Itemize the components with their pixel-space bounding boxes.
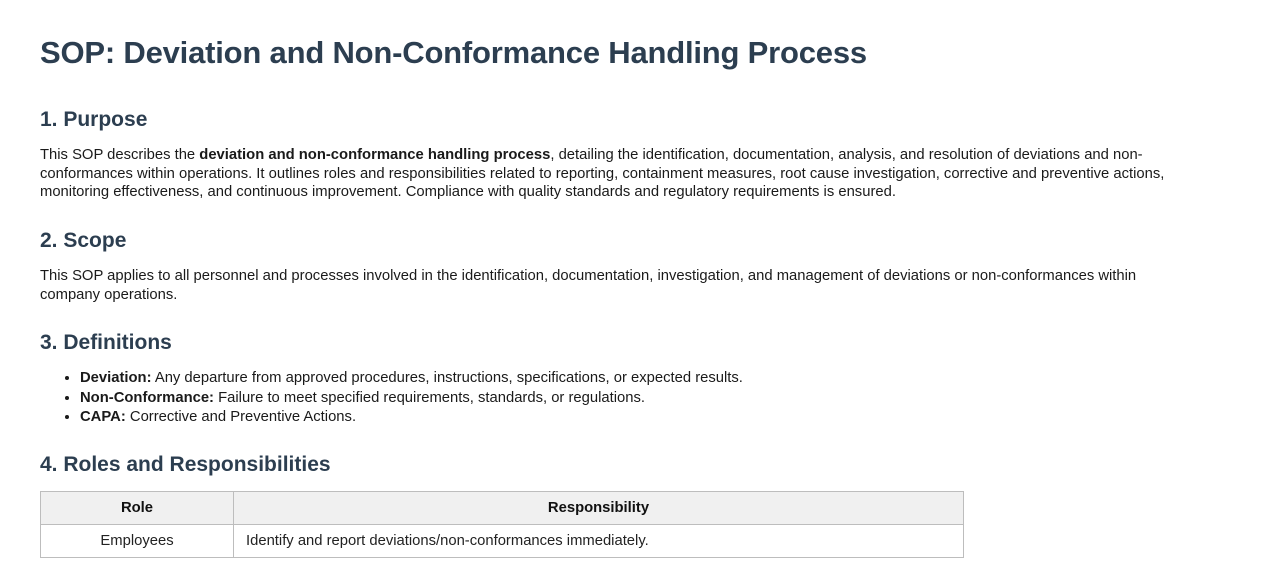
page-title: SOP: Deviation and Non-Conformance Handling Process [40, 35, 867, 70]
definition-text: Corrective and Preventive Actions. [125, 408, 357, 425]
section-heading-purpose: 1. Purpose [40, 108, 148, 132]
column-header-role: Role [41, 492, 234, 525]
definition-text: Any departure from approved procedures, instructions, specifications, or expected results. [151, 370, 743, 387]
cell-role: Employees [41, 525, 234, 558]
list-item [80, 389, 1223, 407]
table-row [41, 525, 964, 558]
purpose-text-pre: This SOP describes the [40, 147, 200, 164]
definitions-list [40, 369, 1223, 426]
purpose-paragraph [40, 146, 1200, 201]
purpose-text-bold: deviation and non-conformance handling process [199, 147, 551, 164]
scope-paragraph: This SOP applies to all personnel and processes involved in the identification, documentation, investigation, and management of deviations or non-conformances within company operations. [40, 268, 1137, 303]
table-header-row [41, 492, 964, 525]
cell-responsibility: Identify and report deviations/non-conformances immediately. [234, 525, 964, 558]
list-item [80, 408, 1223, 426]
section-heading-scope: 2. Scope [40, 228, 127, 252]
definition-term: Deviation: [80, 370, 152, 387]
roles-table [40, 491, 964, 558]
section-heading-definitions: 3. Definitions [40, 330, 172, 354]
definition-text: Failure to meet specified requirements, standards, or regulations. [214, 389, 645, 406]
purpose-text-post: , detailing the identification, documentation, analysis, and resolution of deviations and non-conformances within operations. It outlines roles and responsibilities related to reporting, containment measures, root cause investigation, corrective and preventive actions, monitoring effectiveness, and continuous improvement. Compliance with quality standards and regulatory requirements is ensured. [40, 147, 1165, 201]
definition-term: CAPA: [80, 408, 126, 425]
list-item [80, 369, 1223, 387]
definition-term: Non-Conformance: [80, 389, 214, 406]
section-heading-roles: 4. Roles and Responsibilities [40, 453, 331, 477]
column-header-responsibility: Responsibility [234, 492, 964, 525]
